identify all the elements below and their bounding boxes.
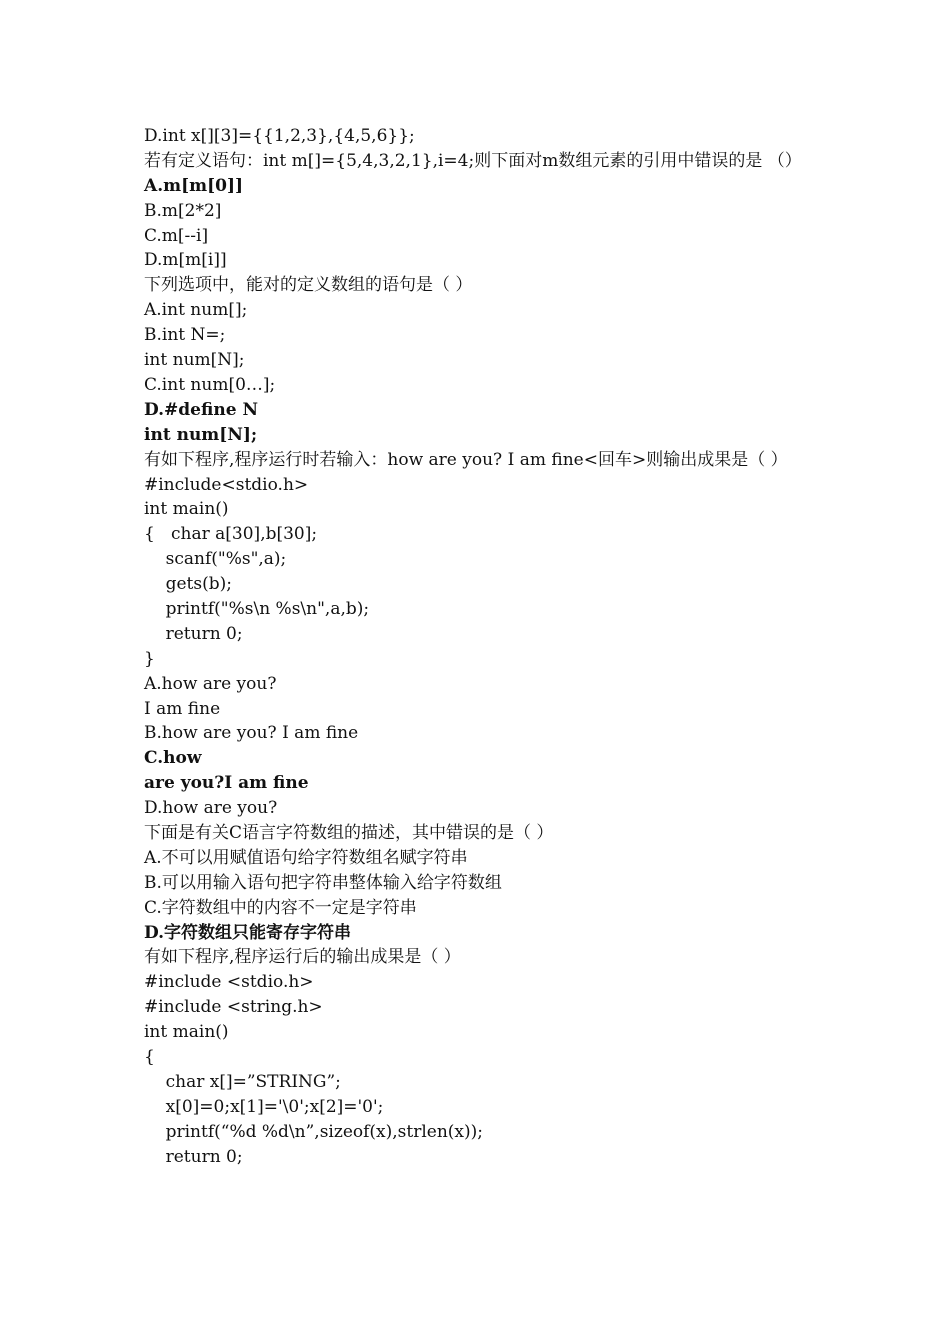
text-line: D.how are you?	[144, 798, 278, 819]
text-line: int num[N];	[144, 350, 245, 371]
text-line: #include<stdio.h>	[144, 474, 309, 495]
text-line: A.不可以用赋值语句给字符数组名赋字符串	[144, 847, 468, 868]
text-line: C.how	[144, 748, 202, 769]
text-line: B.how are you? I am fine	[144, 723, 359, 744]
text-line: int main()	[144, 1022, 229, 1043]
document-page	[144, 124, 814, 1169]
text-line: }	[144, 648, 155, 669]
text-line: C.m[--i]	[144, 225, 209, 246]
text-line: A.int num[];	[144, 300, 248, 321]
text-line: printf(“%d %d\n”,sizeof(x),strlen(x));	[144, 1121, 484, 1142]
text-line: D.int x[][3]={{1,2,3},{4,5,6}};	[144, 126, 415, 146]
text-line: int main()	[144, 499, 229, 520]
text-line: { char a[30],b[30];	[144, 524, 318, 545]
text-line: 有如下程序,程序运行时若输入：how are you? I am fine<回车>则输出成果是（ ）	[144, 449, 788, 470]
text-line: #include <string.h>	[144, 997, 323, 1018]
text-line: B.可以用输入语句把字符串整体输入给字符数组	[144, 872, 502, 893]
text-line: 若有定义语句：int m[]={5,4,3,2,1},i=4;则下面对m数组元素的引用中错误的是 （）	[144, 150, 802, 171]
text-line: I am fine	[144, 698, 221, 719]
text-line: x[0]=0;x[1]='\0';x[2]='0';	[144, 1096, 384, 1117]
text-line: B.m[2*2]	[144, 200, 222, 221]
text-line: printf("%s\n %s\n",a,b);	[144, 598, 370, 619]
text-line: A.m[m[0]]	[144, 175, 244, 196]
text-line: char x[]=”STRING”;	[144, 1071, 341, 1092]
text-line: 下列选项中，能对的定义数组的语句是（ ）	[144, 275, 473, 296]
text-line: #include <stdio.h>	[144, 972, 314, 993]
text-line: are you?I am fine	[144, 773, 309, 794]
text-line: D.m[m[i]]	[144, 250, 227, 271]
text-line: return 0;	[144, 1146, 243, 1167]
text-line: gets(b);	[144, 574, 232, 595]
text-line: return 0;	[144, 623, 243, 644]
text-line: 有如下程序,程序运行后的输出成果是（ ）	[144, 947, 461, 968]
text-line: int num[N];	[144, 424, 258, 445]
text-line: 下面是有关C语言字符数组的描述，其中错误的是（ ）	[144, 822, 554, 843]
text-line: D.#define N	[144, 399, 258, 420]
text-line: {	[144, 1046, 155, 1067]
text-line: C.int num[0…];	[144, 374, 276, 395]
text-line: A.how are you?	[144, 673, 277, 694]
text-line: B.int N=;	[144, 325, 226, 346]
text-line: D.字符数组只能寄存字符串	[144, 922, 352, 943]
text-line: scanf("%s",a);	[144, 549, 287, 570]
text-line: C.字符数组中的内容不一定是字符串	[144, 897, 417, 918]
